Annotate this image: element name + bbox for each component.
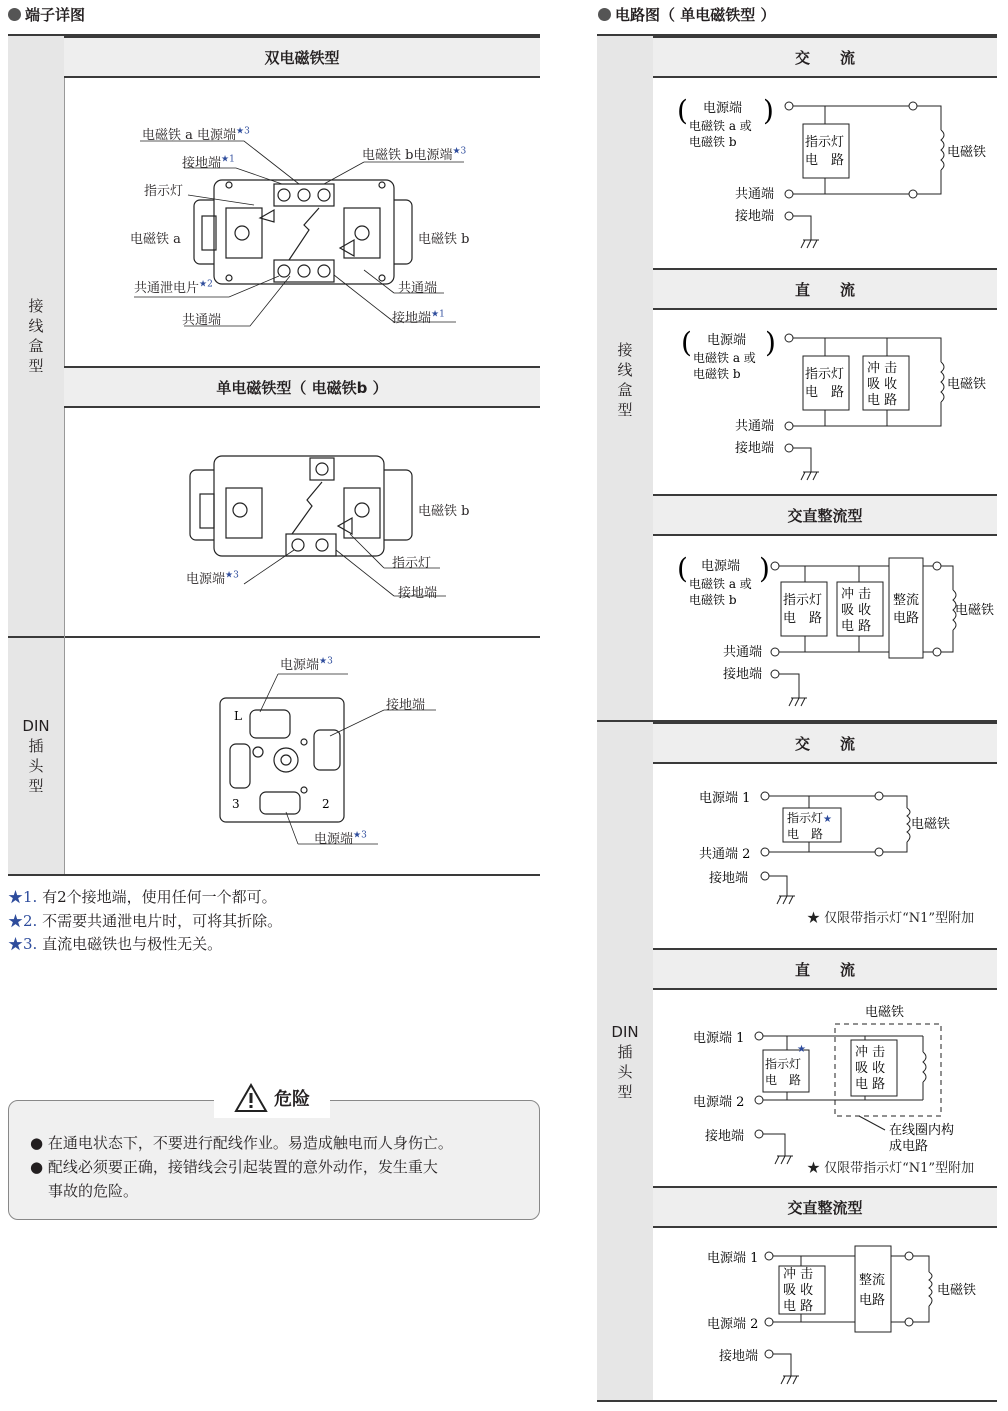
label-single-sol-b: 电磁铁 b xyxy=(418,504,470,519)
label-single-power: 电源端$^{★3}$ xyxy=(186,570,239,587)
circuit-acdc-junction xyxy=(653,538,997,720)
svg-text:电磁铁 a 或: 电磁铁 a 或 xyxy=(693,351,756,365)
svg-text:共通端: 共通端 xyxy=(735,419,775,434)
svg-text:指示灯: 指示灯 xyxy=(765,1057,802,1071)
svg-text:指示灯: 指示灯 xyxy=(805,367,845,382)
svg-text:接地端: 接地端 xyxy=(723,667,763,682)
danger-item-3: 事故的危险。 xyxy=(48,1182,139,1200)
svg-text:电磁铁 b: 电磁铁 b xyxy=(689,593,737,607)
header-dc-2: 直 流 xyxy=(653,948,997,990)
svg-text:(: ( xyxy=(677,552,688,585)
note-3: ★3. 直流电磁铁也与极性无关。 xyxy=(8,935,223,953)
side-label-din: DIN 插 头 型 xyxy=(22,717,50,795)
single-terminal-diagram xyxy=(64,410,540,636)
svg-text:整流: 整流 xyxy=(859,1273,886,1288)
svg-text:): ) xyxy=(759,552,770,585)
header-dc-1: 直 流 xyxy=(653,268,997,310)
svg-text:电 路: 电 路 xyxy=(805,153,845,168)
label-sol-a: 电磁铁 a xyxy=(130,232,181,247)
svg-text:电磁铁: 电磁铁 xyxy=(947,377,987,392)
svg-text:电磁铁 a 或: 电磁铁 a 或 xyxy=(689,119,752,133)
svg-text:电 路: 电 路 xyxy=(841,619,872,634)
din-plug-diagram xyxy=(64,640,540,874)
label-ground-right: 接地端$^{★1}$ xyxy=(392,309,445,326)
double-terminal-diagram xyxy=(64,80,540,366)
svg-text:): ) xyxy=(765,326,776,359)
svg-text:★: ★ xyxy=(797,1044,806,1055)
svg-text:电磁铁 a 或: 电磁铁 a 或 xyxy=(689,577,752,591)
svg-text:电磁铁: 电磁铁 xyxy=(937,1283,977,1298)
circuit-ac-junction xyxy=(653,80,997,266)
svg-text:接地端: 接地端 xyxy=(735,441,775,456)
svg-text:指示灯★: 指示灯★ xyxy=(787,811,832,825)
svg-text:L: L xyxy=(234,709,242,723)
svg-text:电 路: 电 路 xyxy=(787,827,824,841)
svg-text:共通端: 共通端 xyxy=(723,645,763,660)
svg-text:电源端 1: 电源端 1 xyxy=(693,1031,745,1046)
svg-text:电 路: 电 路 xyxy=(783,1299,814,1314)
circuit-dc-junction xyxy=(653,312,997,494)
header-ac-2: 交 流 xyxy=(653,722,997,764)
svg-text:★ 仅限带指示灯“N1”型附加: ★ 仅限带指示灯“N1”型附加 xyxy=(807,1161,975,1176)
header-acdc-1: 交直整流型 xyxy=(653,494,997,536)
svg-text:接地端: 接地端 xyxy=(709,871,749,886)
danger-title: 危险 xyxy=(214,1078,330,1118)
svg-text:共通端: 共通端 xyxy=(735,187,775,202)
right-side-label-junction: 接 线 盒 型 xyxy=(617,341,633,419)
svg-text:电磁铁: 电磁铁 xyxy=(947,145,987,160)
svg-text:★ 仅限带指示灯“N1”型附加: ★ 仅限带指示灯“N1”型附加 xyxy=(807,911,975,926)
warning-icon xyxy=(234,1083,268,1113)
svg-text:电路: 电路 xyxy=(893,611,920,626)
left-section-title: 端子详图 xyxy=(8,4,85,25)
circuit-ac-din xyxy=(653,766,997,948)
circuit-acdc-din xyxy=(653,1232,997,1400)
label-indicator: 指示灯 xyxy=(144,184,184,199)
right-side-label-din: DIN 插 头 型 xyxy=(611,1023,639,1101)
bullet-dot-icon xyxy=(598,8,611,21)
svg-text:冲 击: 冲 击 xyxy=(855,1045,886,1060)
svg-text:): ) xyxy=(763,94,774,127)
right-section-title: 电路图（ 单电磁铁型 ） xyxy=(598,4,775,25)
svg-text:冲 击: 冲 击 xyxy=(867,361,898,376)
svg-text:电路: 电路 xyxy=(859,1293,886,1308)
svg-text:接地端: 接地端 xyxy=(719,1349,759,1364)
header-acdc-2: 交直整流型 xyxy=(653,1186,997,1228)
right-bottom-rule xyxy=(597,1400,997,1402)
svg-text:电源端 2: 电源端 2 xyxy=(693,1095,745,1110)
danger-item-1: ● 在通电状态下，不要进行配线作业。易造成触电而人身伤亡。 xyxy=(30,1134,453,1152)
svg-text:电源端: 电源端 xyxy=(701,559,741,574)
svg-text:电 路: 电 路 xyxy=(783,611,823,626)
svg-text:2: 2 xyxy=(322,797,330,811)
circuit-dc-din xyxy=(653,992,997,1186)
side-label-junction: 接 线 盒 型 xyxy=(28,297,44,375)
svg-text:电源端 2: 电源端 2 xyxy=(707,1317,759,1332)
svg-text:共通端 2: 共通端 2 xyxy=(699,847,751,862)
label-din-ground: 接地端 xyxy=(386,698,426,713)
svg-text:在线圈内构: 在线圈内构 xyxy=(889,1123,955,1138)
label-ground-top: 接地端$^{★1}$ xyxy=(182,154,235,171)
svg-text:电源端: 电源端 xyxy=(703,101,743,116)
svg-text:接地端: 接地端 xyxy=(735,209,775,224)
note-1: ★1. 有2个接地端，使用任何一个都可。 xyxy=(8,888,277,906)
bottom-rule xyxy=(8,874,540,876)
svg-text:成电路: 成电路 xyxy=(889,1139,929,1154)
mid-rule xyxy=(8,636,540,638)
label-power-b: 电磁铁 b电源端$^{★3}$ xyxy=(362,146,467,163)
svg-text:电源端 1: 电源端 1 xyxy=(699,791,751,806)
svg-text:冲 击: 冲 击 xyxy=(841,587,872,602)
label-common-right: 共通端 xyxy=(398,281,438,296)
label-din-power-top: 电源端$^{★3}$ xyxy=(280,656,333,673)
svg-text:冲 击: 冲 击 xyxy=(783,1267,814,1282)
svg-text:电 路: 电 路 xyxy=(867,393,898,408)
header-ac-1: 交 流 xyxy=(653,36,997,78)
label-sol-b: 电磁铁 b xyxy=(418,232,470,247)
svg-text:吸 收: 吸 收 xyxy=(783,1283,814,1298)
header-double: 双电磁铁型 xyxy=(64,36,540,78)
svg-text:吸 收: 吸 收 xyxy=(867,377,898,392)
note-2: ★2. 不需要共通泄电片时，可将其折除。 xyxy=(8,912,283,930)
svg-text:接地端: 接地端 xyxy=(705,1129,745,1144)
svg-text:(: ( xyxy=(677,94,688,127)
svg-text:整流: 整流 xyxy=(893,593,920,608)
svg-text:电源端: 电源端 xyxy=(707,333,747,348)
label-din-power-bottom: 电源端$^{★3}$ xyxy=(314,830,367,847)
svg-text:3: 3 xyxy=(232,797,240,811)
svg-text:(: ( xyxy=(681,326,692,359)
header-single: 单电磁铁型（ 电磁铁b ） xyxy=(64,366,540,408)
svg-text:吸 收: 吸 收 xyxy=(855,1061,886,1076)
svg-text:电磁铁 b: 电磁铁 b xyxy=(689,135,737,149)
svg-text:电 路: 电 路 xyxy=(855,1077,886,1092)
danger-item-2: ● 配线必须要正确，接错线会引起装置的意外动作，发生重大 xyxy=(30,1158,438,1176)
label-single-ground: 接地端 xyxy=(398,586,438,601)
svg-text:电磁铁 b: 电磁铁 b xyxy=(693,367,741,381)
label-common-leak: 共通泄电片$^{★2}$ xyxy=(134,279,213,296)
label-power-a: 电磁铁 a 电源端$^{★3}$ xyxy=(142,126,250,143)
label-single-indicator: 指示灯 xyxy=(392,556,432,571)
bullet-dot-icon xyxy=(8,8,21,21)
svg-text:电 路: 电 路 xyxy=(765,1073,802,1087)
label-common-bottom: 共通端 xyxy=(182,313,222,328)
svg-text:电磁铁: 电磁铁 xyxy=(865,1005,905,1020)
svg-text:电源端 1: 电源端 1 xyxy=(707,1251,759,1266)
svg-text:电磁铁: 电磁铁 xyxy=(955,603,995,618)
svg-text:指示灯: 指示灯 xyxy=(805,135,845,150)
svg-text:电 路: 电 路 xyxy=(805,385,845,400)
svg-text:吸 收: 吸 收 xyxy=(841,603,872,618)
svg-text:指示灯: 指示灯 xyxy=(783,593,823,608)
svg-text:电磁铁: 电磁铁 xyxy=(911,817,951,832)
